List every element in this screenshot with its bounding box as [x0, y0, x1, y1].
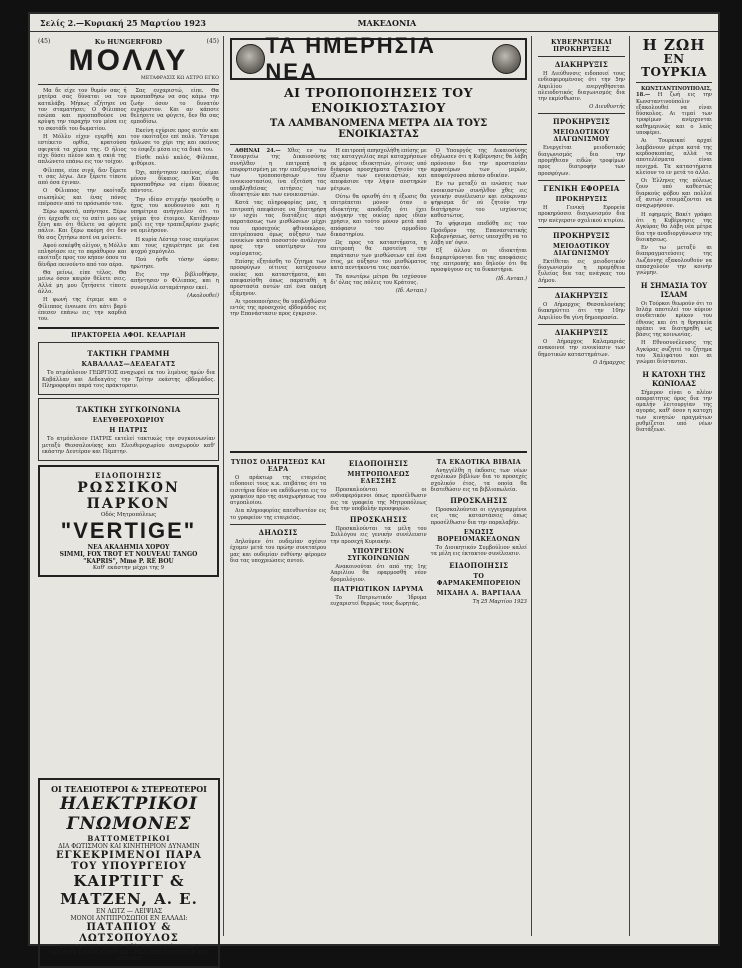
ad-rossikon-head: ΕΙΔΟΠΟΙΗΣΙΣ: [95, 471, 162, 481]
ad-rossikon-teacher: "KAPRIS", Mme P. RÉ BOU: [83, 558, 174, 566]
prosklisis-head: ΠΡΟΣΚΛΗΣΙΣ: [349, 515, 408, 525]
ad-rossikon-dances: SIMMI, FOX TROT ET NOUVEAU TANGO: [59, 551, 198, 559]
column-notices: ΚΥΒΕΡΝΗΤΙΚΑΙ ΠΡΟΚΗΡΥΞΕΙΣ ΔΙΑΚΗΡΥΞΙΣ Η Διεύθυνσις ειδοποιεί τους ενδιαφερομένους ότι την 5ην Απριλίου ενεργηθήσεται πλειοδοτικός διαγωνισμός δια την εκμίσθωσιν. Ο Διευθυντής ΠΡΟΚΗΡΥΞΙΣ ΜΕΙΟΔΟΤΙΚΟΥ ΔΙΑΓΩΝΙΣΜΟΥ Ενεργείται μειοδοτικός διαγωνισμός δια την προμήθειαν ειδών τροφίμων προς διατροφήν των προσφύγων. ΓΕΝΙΚΗ ΕΦΟΡΕΙΑ ΠΡΟΚΗΡΥΞΙΣ Η Γενική Εφορεία προκηρύσσει διαγωνισμόν δια την ανέγερσιν σχολικού κτιρίου. ΠΡΟΚΗΡΥΞΙΣ ΜΕΙΟΔΟΤΙΚΟΥ ΔΙΑΓΩΝΙΣΜΟΥ Εκτίθεται εις μειοδοτικόν διαγωνισμόν η προμήθεια ξυλείας δια τας ανάγκας του Δήμου. ΔΙΑΚΗΡΥΞΙΣ Ο Δήμαρχος Θεσσαλονίκης διακηρύττει ότι την 10ην Απριλίου θα γίνη δημοπρασία. ΔΙΑΚΗΡΥΞΙΣ Ο Δήμαρχος Καλαμαριάς ανακοινοί την ενοικίασιν των δημοτικών καταστημάτων. Ο Δήμαρχος: [534, 36, 630, 936]
col3-b3s: ΠΡΟΚΗΡΥΞΙΣ: [555, 195, 608, 203]
ad-rossikon-hours: Καθ' εκάστην μέχρι της 9: [92, 565, 165, 572]
ad-electric-i: ΠΑΤΑΠΙΟΥ & ΛΩΤΣΟΠΟΥΛΟΣ: [79, 922, 179, 944]
prakt-comm-route: ΕΛΕΥΘΕΡΟΧΩΡΙΟΥ: [92, 417, 165, 425]
serial-subtitle: ΜΕΤΑΦΡΑΣΙΣ ΚΩ ΑΣΤΡΟ ΕΓΚΟ: [140, 76, 219, 81]
serial-end: (Ακολουθεί): [187, 292, 219, 299]
news-text-col-3: Ο Υπουργός της Δικαιοσύνης εδήλωσεν ότι η Κυβέρνησις θα λάβη πρόνοιαν δια την προστασίαν αμφοτέρων των μερών, αποφεύγουσα πάσαν αδικίαν. Εν τω μεταξύ αι ενώσεις των ενοικιαστών συνήλθον χθες εις γενικήν συνέλευσιν και ενέκριναν ψήφισμα δι' ού ζητούν την διατήρησιν του ισχύοντος καθεστώτος. Το ψήφισμα επεδόθη εις τον Πρόεδρον της Επαναστατικής Κυβερνήσεως, όστις υπεσχέθη να το λάβη υπ' όψιν. Εξ άλλου οι ιδιοκτήται διαμαρτύρονται δια τας αποφάσεις της επιτροπής και δηλούν ότι θα προσφύγουν εις τα δικαστήρια. (Ιδ. Ανταπ.): [430, 148, 527, 282]
ad-electric-j: ΣΤΟΑ ΧΑΤΖΗ ΟΣΜΑΝ, Οδός Κωνσταντίνου αρ. 3: [59, 944, 199, 950]
ad-electric-f: ΚΑΙΡΤΙΓΓ & ΜΑΤΖΕΝ, Α. Ε.: [60, 872, 198, 908]
ad-electric-meters: [38, 778, 220, 968]
patriotikon-head: ΠΑΤΡΙΩΤΙΚΟΝ ΙΔΡΥΜΑ: [333, 585, 424, 593]
col4-title1: Η ΖΩΗ: [642, 36, 706, 54]
ad-electric-d: ΔΙΑ ΦΩΤΙΣΜΟΝ ΚΑΙ ΚΙΝΗΤΗΡΙΟΝ ΔΥΝΑΜΙΝ: [58, 843, 200, 850]
news-sign-1: (Ιδ. Ανταπ.): [395, 288, 427, 295]
mitrop-sub: ΜΗΤΡΟΠΟΛΕΩΣ ΕΔΕΣΣΗΣ: [347, 471, 410, 485]
col4-title2: ΕΝ ΤΟΥΡΚΙΑ: [641, 52, 707, 79]
masthead-date: Σελίς 2.—Κυριακή 25 Μαρτίου 1923: [40, 17, 206, 28]
col3-b4: ΠΡΟΚΗΡΥΞΙΣ: [552, 230, 611, 240]
mid-col-2: ΕΙΔΟΠΟΙΗΣΙΣ ΜΗΤΡΟΠΟΛΕΩΣ ΕΔΕΣΣΗΣ Προσκαλούνται οι ενδιαφερόμενοι όπως προσέλθωσιν εις τα γραφεία της Μητροπόλεως δια την υποβολήν προσφορών. ΠΡΟΣΚΛΗΣΙΣ Προσκαλούνται τα μέλη του Συλλόγου εις γενικήν συνέλευσιν την προσεχή Κυριακήν. ΥΠΟΥΡΓΕΙΟΝ ΣΥΓΚΟΙΝΩΝΙΩΝ Ανακοινούται ότι από της 1ης Απριλίου θα εφαρμοσθή νέον δρομολόγιον. ΠΑΤΡΙΩΤΙΚΟΝ ΙΔΡΥΜΑ Το Πατριωτικόν Ίδρυμα ευχαριστεί θερμώς τους δωρητάς.: [330, 459, 427, 608]
dilosis-head: ΔΗΛΩΣΙΣ: [258, 528, 298, 538]
serial-number-right: (45): [206, 38, 219, 45]
column-news: [226, 33, 532, 936]
serial-number-left: (45): [38, 38, 51, 45]
eidop-mitrop-head: ΕΙΔΟΠΟΙΗΣΙΣ: [348, 459, 409, 468]
ad-rossikon-name: ΡΩΣΣΙΚΟΝ ΠΑΡΚΟΝ: [77, 480, 180, 513]
farm-name: ΜΙΧΑΗΛ Α. ΒΑΡΓΙΑΛΑ: [436, 589, 522, 597]
col3-sig1: Ο Διευθυντής: [589, 104, 625, 111]
enosis-head: ΕΝΩΣΙΣ ΒΟΡΕΙΟΜΑΚΕΔΟΝΩΝ: [437, 529, 521, 544]
col4-text-3: Σήμερον είναι ο πλέον απαραίτητος όρος δια την ομαλήν λειτουργίαν της αγοράς, καθ' όσον η κατοχή των κινητών πραγμάτων ρυθμίζεται υπό νέων διατάξεων.: [636, 389, 712, 434]
serial-author: Κυ HUNGERFORD: [94, 38, 163, 46]
col3-b5: ΔΙΑΚΗΡΥΞΙΣ: [554, 291, 609, 301]
ypourgeio-head: ΥΠΟΥΡΓΕΙΟΝ ΣΥΓΚΟΙΝΩΝΙΩΝ: [347, 548, 410, 563]
news-sign-2: (Ιδ. Ανταπ.): [496, 275, 527, 282]
col3-b4s: ΜΕΙΟΔΟΤΙΚΟΥ ΔΙΑΓΩΝΙΣΜΟΥ: [553, 242, 610, 257]
mid-col-1: ΤΥΠΟΣ ΟΔΗΓΗΣΕΩΣ ΚΑΙ ΕΔΡΑ Ο πράκτωρ της εταιρείας ειδοποιεί τους κ.κ. επιβάτας ότι τα εισιτήρια δέον να εκδίδωνται εις το γραφείον προ της αναχωρήσεως του ατμοπλοίου. Δια πληροφορίας απευθυντέον εις το γραφείον της εταιρείας. ΔΗΛΩΣΙΣ Δηλούμεν ότι ουδεμίαν σχέσιν έχομεν μετά του πρώην συνεταίρου μας και ουδεμίαν ευθύνην φέρομεν δια τας υποχρεώσεις αυτού.: [230, 459, 327, 564]
ad-electric-g: ΕΝ ΛΩΤΖ — ΛΕΙΨΙΑΣ: [95, 908, 163, 915]
serial-text-left: Μα δε είχε τον θυμόν σας ή μητέρα σας δύναται να τον καταλάβη. Μήπως εζήτησε να τον σταματήσει; Ο Φίλιππος εσώπα και προσπαθούσε να κρύψη την ταραχήν του μέσα εις το σκοτάδι του δωματίου. Η Μόλλυ είχεν εγερθή και εστέκετο ορθία, κρατούσα σφιγκτά τα χέρια της. Ο ήλιος είχε δύσει πλέον και η σκιά της απλώνετο επάνω εις τον τοίχον. Φίλιππε, είπε σιγά, δεν ξέρετε τι σας λέγω. Δεν ξέρετε τίποτε από όσα έγιναν. Ο Φίλιππος την εκοίταξε σιωπηλώς και ένας πόνος επέρασεν από το πρόσωπόν του. Ξέρω αρκετά, απήντησε. Ξέρω ότι έρχεσθε εις το σπίτι μου ως ξένη και ότι θέλετε να φύγετε πάλιν. Και ξέρω ακόμη ότι δεν θα σας ζητήσω ποτέ να μείνετε. Αφού εσκέφθη ολίγον, η Μόλλυ επλησίασε εις το παράθυρον και εκοίταξε προς τον κήπον όπου τα δένδρα εκινούντο από τον αέρα. Θα μείνω, είπε τέλος. Θα μείνω όσον καιρόν θέλετε σεις. Αλλά μη μου ζητήσετε τίποτε άλλο. Η φωνή της έτρεμε και ο Φίλιππος ένοιωσε ότι κάτι βαρύ έπεσεν επάνω εις την καρδιά του.: [38, 88, 127, 323]
serial-title: ΜΟΛΛΥ: [68, 44, 189, 77]
ad-electric-wrapper: [38, 774, 220, 968]
col3-b3: ΓΕΝΙΚΗ ΕΦΟΡΕΙΑ: [543, 183, 620, 193]
column-turkey: [632, 36, 716, 936]
col4-dateline: ΚΩΝΣΤΑΝΤΙΝΟΥΠΟΛΙΣ, 18.—: [636, 86, 712, 99]
news-headline-2: ΤΑ ΛΑΜΒΑΝΟΜΕΝΑ ΜΕΤΡΑ ΔΙΑ ΤΟΥΣ ΕΝΟΙΚΙΑΣΤΑΣ: [269, 118, 488, 140]
col3-sig2: Ο Δήμαρχος: [593, 359, 625, 366]
news-banner: [230, 33, 527, 84]
masthead-title: ΜΑΚΕΔΟΝΙΑ: [357, 17, 417, 28]
col3-head: ΚΥΒΕΡΝΗΤΙΚΑΙ ΠΡΟΚΗΡΥΞΕΙΣ: [550, 39, 613, 53]
col4-sect1: Η ΣΗΜΑΣΙΑ ΤΟΥ ΙΣΛΑΜ: [640, 280, 708, 299]
prakt-comm-head: ΤΑΚΤΙΚΗ ΣΥΓΚΟΙΝΩΝΙΑ: [76, 405, 181, 415]
ekdotika-head: ΤΑ ΕΚΔΟΤΙΚΑ ΒΙΒΛΙΑ: [436, 459, 521, 466]
prakt-patris: Η ΠΑΤΡΙΣ: [109, 427, 148, 435]
news-banner-title: ΤΑ ΗΜΕΡΗΣΙΑ ΝΕΑ: [265, 33, 436, 84]
prakt-line-head: ΤΑΚΤΙΚΗ ΓΡΑΜΜΗ: [87, 349, 170, 359]
col3-b6: ΔΙΑΚΗΡΥΞΙΣ: [554, 327, 609, 337]
mid-date: Τη 25 Μαρτίου 1923: [472, 598, 527, 605]
col3-b1: ΔΙΑΚΗΡΥΞΙΣ: [554, 60, 609, 69]
serial-text-right: Σας ευχαριστώ, είπε. Θα προσπαθήσω να σας κάμω την ζωήν όσον το δυνατόν ευχάριστον. Και αν κάποτε θελήσετε να φύγετε, δεν θα σας εμποδίσω. Εκείνη εγύρισε προς αυτόν και τον εκοίταξεν επί πολύ. Ύστερα ήπλωσε το χέρι της και εκείνος το έσφιξε μέσα εις τα δικά του. Είσθε πολύ καλός, Φίλιππε, ψιθύρισε. Όχι, απήντησεν εκείνος, είμαι μόνον δίκαιος. Και θα προσπαθήσω να είμαι δίκαιος πάντοτε. Την ιδίαν στιγμήν ηκούσθη ο ήχος του κουδουνιού και η υπηρέτρια ανήγγειλεν ότι το γεύμα ήτο έτοιμον. Κατέβησαν μαζί εις την τραπεζαρίαν χωρίς να ομιλήσουν. Η κυρία Λέστερ τους επερίμενε και τους εχαιρέτησε με ένα ψυχρό χαμόγελο. Πού ήσθε τόσην ώραν; ηρώτησε. Εις την βιβλιοθήκην, απήντησεν ο Φίλιππος, και η συνομιλία εσταμάτησεν εκεί. (Ακολουθεί): [130, 88, 219, 299]
ad-electric-c: ΒΑΤΤΟΜΕΤΡΙΚΟΙ: [87, 834, 171, 843]
ad-rossikon-title: "VERTIGE": [60, 518, 197, 544]
col4-text-2: Οι Τούρκοι θεωρούν ότι το Ισλάμ αποτελεί τον κύριον συνδετικόν κρίκον του έθνους και ότι η θρησκεία πρέπει να διατηρηθή ως βάσις της κοινωνίας. Η Εθνοσυνέλευσις της Αγκύρας συζητεί το ζήτημα του Χαλιφάτου και αι γνώμαι διίστανται.: [636, 300, 712, 366]
ad-electric-b: ΗΛΕΚΤΡΙΚΟΙ ΓΝΩΜΟΝΕΣ: [60, 794, 198, 834]
prakt-line-route: ΚΑΒΑΛΛΑΣ—ΔΕΔΕΑΓΑΤΣ: [81, 361, 176, 369]
medallion-right-icon: [492, 44, 521, 74]
prakt-comm-box: ΤΑΚΤΙΚΗ ΣΥΓΚΟΙΝΩΝΙΑ ΕΛΕΥΘΕΡΟΧΩΡΙΟΥ Η ΠΑΤΡΙΣ Το ατμόπλοιον ΠΑΤΡΙΣ εκτελεί τακτικώς την συγκοινωνίαν μεταξύ Θεσσαλονίκης και Ελευθεροχωρίου αναχωρούν καθ' εκάστην Δευτέραν και Πέμπτην.: [38, 398, 219, 461]
ad-rossikon-academy: ΝΕΑ ΑΚΑΔΗΜΙΑ ΧΟΡΟΥ: [87, 544, 170, 552]
prosklisis2-head: ΠΡΟΣΚΛΗΣΙΣ: [450, 496, 508, 506]
prakt-heading: ΠΡΑΚΤΟΡΕΙΑ ΑΦΟΙ. ΚΕΛΑΡΙΔΗ: [71, 332, 186, 340]
col4-text-1: ΚΩΝΣΤΑΝΤΙΝΟΥΠΟΛΙΣ, 18.— Η ζωή εις την Κωνσταντινούπολιν εξακολουθεί να είναι δύσκολος. Αι τιμαί των τροφίμων ανέρχονται καθημερινώς και ο λαός υποφέρει. Αι Τουρκικαί αρχαί λαμβάνουν μέτρα κατά της κερδοσκοπίας, αλλά τα αποτελέσματα είναι πενιχρά. Τα καταστήματα κλείουν το εν μετά το άλλο. Οι Έλληνες της πόλεως ζουν υπό καθεστώς διαρκούς φόβου και πολλοί εξ αυτών ετοιμάζονται να αναχωρήσουν. Η εφημερίς Βακίτ γράφει ότι η Κυβέρνησις της Αγκύρας θα λάβη νέα μέτρα δια την αναδιοργάνωσιν της διοικήσεως. Εν τω μεταξύ αι διαπραγματεύσεις της Λωζάννης εξακολουθούν να απασχολούν την κοινήν γνώμην.: [636, 86, 712, 277]
mid-col-3: ΤΑ ΕΚΔΟΤΙΚΑ ΒΙΒΛΙΑ Ανηγγέλθη η έκδοσις των νέων σχολικών βιβλίων δια το προσεχές σχολικόν έτος, τα οποία θα διατεθώσιν εις τα βιβλιοπωλεία. ΠΡΟΣΚΛΗΣΙΣ Προσκαλούνται οι εγγεγραμμένοι εις τας καταστάσεις όπως προσέλθωσιν δια την παραλαβήν. ΕΝΩΣΙΣ ΒΟΡΕΙΟΜΑΚΕΔΟΝΩΝ Το Διοικητικόν Συμβούλιον καλεί τα μέλη εις έκτακτον συνέλευσιν. ΕΙΔΟΠΟΙΗΣΙΣ ΤΟ ΦΑΡΜΑΚΕΜΠΟΡΕΙΟΝ ΜΙΧΑΗΛ Α. ΒΑΡΓΙΑΛΑ Τη 25 Μαρτίου 1923: [430, 459, 527, 605]
col3-b2s: ΜΕΙΟΔΟΤΙΚΟΥ ΔΙΑΓΩΝΙΣΜΟΥ: [553, 129, 610, 144]
ad-electric-e: ΕΓΚΕΚΡΙΜΕΝΟΙ ΠΑΡΑ ΤΟΥ ΥΠΟΥΡΓΕΙΟΥ: [55, 850, 203, 872]
prakt-line-box: ΤΑΚΤΙΚΗ ΓΡΑΜΜΗ ΚΑΒΑΛΛΑΣ—ΔΕΔΕΑΓΑΤΣ Το ατμόπλοιον ΓΕΩΡΓΙΟΣ αναχωρεί εκ του λιμένος ημών δια Καβάλλαν και Δεδεαγάτς την Τρίτην εκάστης εβδομάδος. Πληροφορίαι παρά τοις πράκτορσιν.: [38, 342, 219, 395]
news-headline-1: ΑΙ ΤΡΟΠΟΠΟΙΗΣΕΙΣ ΤΟΥ ΕΝΟΙΚΙΟΣΤΑΣΙΟΥ: [283, 85, 474, 115]
news-dateline: ΑΘΗΝΑΙ 24.—: [235, 148, 281, 154]
col3-b2: ΠΡΟΚΗΡΥΞΙΣ: [552, 117, 611, 127]
news-text-col-1: ΑΘΗΝΑΙ 24.— Χθες εν τω Υπουργείω της Δικαιοσύνης συνήλθεν η επιτροπή η επιφορτισμένη με την επεξεργασίαν των τροποποιήσεων του ενοικιοστασίου, ίνα εξετάση τας υποβληθείσας αιτήσεις των ιδιοκτητών και των ενοικιαστών. Κατά τας πληροφορίας μας, η επιτροπή απεφάσισε να διατηρήση εν ισχύι τας διατάξεις περί παρατάσεως των μισθώσεων μέχρι του προσεχούς φθινοπώρου, επιτρέπουσα όμως αύξησιν των ενοικίων κατά ποσοστόν ανάλογον προς την υποτίμησιν του νομίσματος. Επίσης εξητάσθη το ζήτημα των προσφύγων οίτινες κατέχουσιν οικίας και καταστήματα, και απεφασίσθη όπως παραταθή η προστασία αυτών επί ένα ακόμη εξάμηνον. Αι τροποποιήσεις θα υποβληθώσιν εντός της προσεχούς εβδομάδος εις την Επανάστασιν προς έγκρισιν.: [230, 148, 327, 318]
typo-head: ΤΥΠΟΣ ΟΔΗΓΗΣΕΩΣ ΚΑΙ ΕΔΡΑ: [230, 459, 326, 473]
ad-electric-a: ΟΙ ΤΕΛΕΙΟΤΕΡΟΙ & ΣΤΕΡΕΩΤΕΡΟΙ: [51, 784, 207, 794]
medallion-left-icon: [236, 44, 265, 74]
masthead: [30, 14, 718, 32]
ad-rossikon-addr: Οδός Μητροπόλεως: [100, 512, 157, 519]
ad-electric-k: ΔΙΑΡΚΗΣ ΠΑΡΑΚΑΤΑΘΗΚΗ—ΠΩΛΗΣΙΣ ΧΟΝΔΡΙΚΗ ΚΑΙ ΛΙΑΝΙΚΗ: [49, 950, 209, 962]
col4-sect2: Η ΚΑΤΟΧΗ ΤΗΣ ΚΩΝΙΟΛΑΣ: [642, 369, 706, 388]
eidop-farm-head: ΕΙΔΟΠΟΙΗΣΙΣ: [449, 560, 509, 570]
ad-rossikon-park: [38, 465, 219, 577]
news-text-col-2: Η επιτροπή απησχολήθη επίσης με τας καταγγελίας περί καταχρήσεων εκ μέρους ιδιοκτητών, οίτινες υπό διάφορα προσχήματα ζητούν την έξωσιν των ενοικιαστών, και απεφάσισε την λήψιν αυστηρών μέτρων. Ούτω θα ορισθή ότι η έξωσις θα επιτρέπεται μόνον όταν ο ιδιοκτήτης αποδείξη ότι έχει ανάγκην της οικίας προς ιδίαν χρήσιν, και τούτο μόνον μετά από απόφασιν του αρμοδίου δικαστηρίου. Ως προς τα καταστήματα, η επιτροπή θα προτείνη την παράτασιν των μισθώσεων επί ένα έτος, με αύξησιν του μισθώματος κατά πεντήκοντα τοις εκατόν. Τα ανωτέρω μέτρα θα ισχύσουν δι' όλας τας πόλεις του Κράτους. (Ιδ. Ανταπ.): [330, 148, 427, 295]
ad-electric-h: ΜΟΝΟΙ ΑΝΤΙΠΡΟΣΩΠΟΙ ΕΝ ΕΛΛΑΔΙ:: [70, 915, 188, 922]
farm-sub: ΤΟ ΦΑΡΜΑΚΕΜΠΟΡΕΙΟΝ: [436, 572, 521, 587]
newspaper-page: [30, 14, 718, 962]
